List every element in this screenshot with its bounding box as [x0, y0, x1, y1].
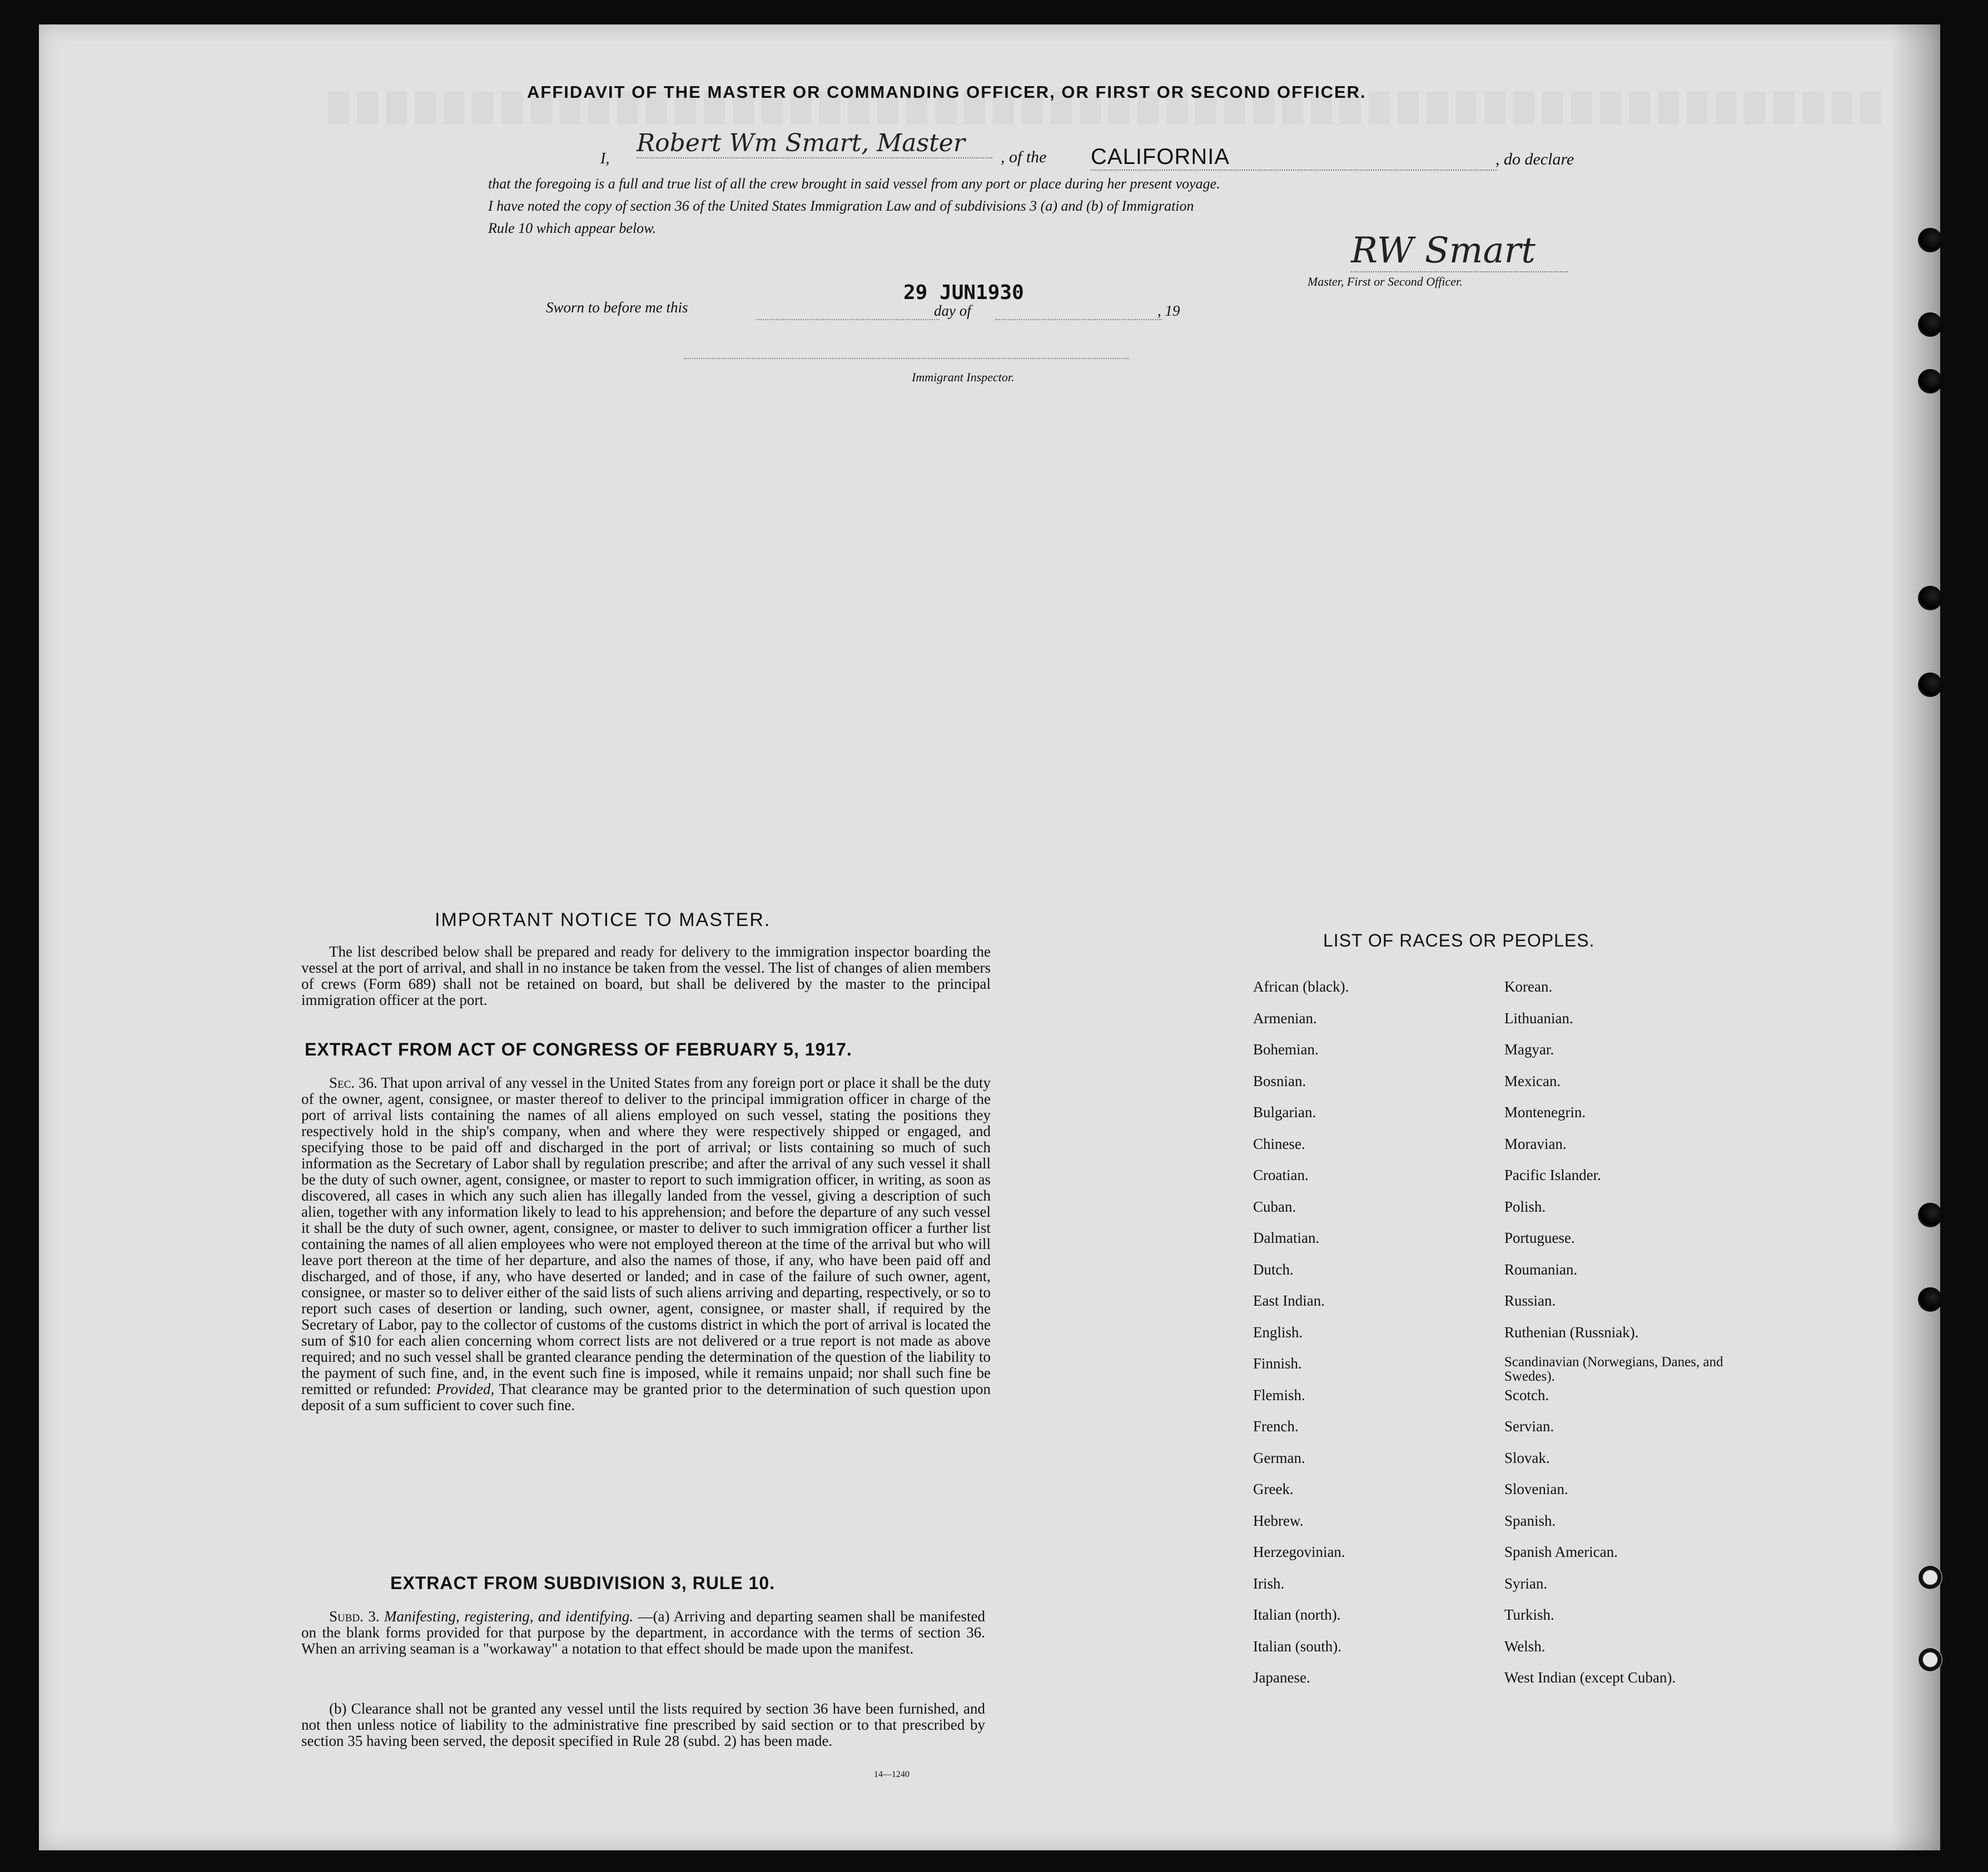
punch-hole	[1918, 1287, 1942, 1312]
subd-label: Subd. 3.	[329, 1608, 380, 1625]
race-item: Cuban.	[1253, 1198, 1296, 1215]
race-item: Russian.	[1504, 1292, 1556, 1309]
affidavit-do-declare: , do declare	[1495, 150, 1574, 168]
race-item: Chinese.	[1253, 1135, 1305, 1152]
race-item: Hebrew.	[1253, 1512, 1304, 1529]
race-item: Italian (south).	[1253, 1637, 1341, 1655]
month-line	[995, 319, 1162, 320]
subd-b-text: (b) Clearance shall not be granted any vessel until the lists required by section 36 have been furnished, and not then unless notice of liability to the administrative fine prescribed by said section or to that prescribed by section 35 having been served, the deposit specified in Rule 28 (subd. 2) has been made.	[301, 1700, 985, 1749]
day-of-label: day of	[934, 302, 971, 319]
year-label: , 19	[1157, 302, 1180, 319]
race-item: Spanish.	[1504, 1512, 1556, 1529]
race-item: Welsh.	[1504, 1637, 1545, 1655]
punch-hole	[1918, 673, 1942, 697]
race-item: Dutch.	[1253, 1261, 1294, 1278]
sec36-label: Sec. 36.	[329, 1074, 377, 1091]
form-number: 14—1240	[874, 1770, 909, 1779]
race-item: English.	[1253, 1323, 1303, 1341]
extract-rule-title: EXTRACT FROM SUBDIVISION 3, RULE 10.	[390, 1573, 776, 1593]
race-item: Magyar.	[1504, 1041, 1554, 1058]
races-left-column	[1253, 978, 1487, 1701]
race-item: Dalmatian.	[1253, 1229, 1320, 1246]
affidavit-of-the: , of the	[1001, 148, 1047, 166]
race-item: East Indian.	[1253, 1292, 1325, 1309]
race-item: Servian.	[1504, 1418, 1554, 1435]
subd-a-text	[301, 1609, 985, 1657]
race-item: Lithuanian.	[1504, 1009, 1573, 1027]
affidavit-line-3: Rule 10 which appear below.	[488, 220, 657, 236]
race-item: Polish.	[1504, 1198, 1546, 1215]
race-item: Japanese.	[1253, 1669, 1310, 1686]
race-item: Spanish American.	[1504, 1544, 1618, 1560]
punch-hole	[1918, 228, 1942, 252]
affidavit-i-label: I,	[600, 150, 610, 167]
punch-hole-ring	[1918, 1647, 1942, 1672]
punch-hole	[1918, 586, 1942, 610]
master-signature: RW Smart	[1351, 230, 1568, 272]
punch-hole-ring	[1918, 1565, 1942, 1590]
race-item: Ruthenian (Russniak).	[1504, 1323, 1639, 1341]
race-item: West Indian (except Cuban).	[1504, 1669, 1676, 1686]
race-item: Scandinavian (Norwegians, Danes, and Swedes).	[1504, 1355, 1723, 1384]
sec36-text	[301, 1075, 991, 1413]
race-item: French.	[1253, 1418, 1299, 1435]
race-item: Scotch.	[1504, 1386, 1549, 1403]
notice-body: The list described below shall be prepared and ready for delivery to the immigration inspector boarding the vessel at the port of arrival, and shall in no instance be taken from the vessel. The list of changes of alien members of crews (Form 689) shall not be retained on board, but shall be delivered by the master to the principal immigration officer at the port.	[301, 943, 991, 1008]
race-item: Portuguese.	[1504, 1229, 1575, 1246]
date-stamp: 29 JUN1930	[903, 281, 1024, 304]
sworn-label: Sworn to before me this	[546, 299, 688, 316]
race-item: Armenian.	[1253, 1009, 1317, 1027]
race-item: Slovenian.	[1504, 1481, 1568, 1497]
race-item: Korean.	[1504, 978, 1553, 995]
inspector-caption: Immigrant Inspector.	[912, 370, 1015, 384]
affidavit-line-1: that the foregoing is a full and true list of all the crew brought in said vessel from any port or place during her present voyage.	[488, 176, 1220, 192]
subd-a-body: —(a) Arriving and departing seamen shall be manifested on the blank forms provided for that purpose by the department, in accordance with the terms of section 36. When an arriving seaman is a "workaway" a notation to that effect should be made upon the manifest.	[301, 1608, 986, 1657]
race-item: African (black).	[1253, 978, 1349, 995]
signature-caption: Master, First or Second Officer.	[1308, 275, 1463, 288]
sworn-day-line	[756, 319, 940, 320]
punch-hole	[1918, 312, 1942, 337]
race-item: Greek.	[1253, 1481, 1294, 1497]
race-item: Bohemian.	[1253, 1041, 1319, 1058]
race-item: Moravian.	[1504, 1135, 1567, 1152]
document-page	[39, 24, 1940, 1850]
races-title: LIST OF RACES OR PEOPLES.	[1323, 930, 1595, 950]
declarant-handwritten: Robert Wm Smart, Master	[637, 129, 992, 158]
extract-act-title: EXTRACT FROM ACT OF CONGRESS OF FEBRUARY 5, 1917.	[305, 1039, 852, 1059]
punch-hole	[1918, 1203, 1942, 1227]
affidavit-title: AFFIDAVIT OF THE MASTER OR COMMANDING OFFICER, OR FIRST OR SECOND OFFICER.	[527, 82, 1366, 102]
race-item: Finnish.	[1253, 1355, 1302, 1372]
vessel-name: CALIFORNIA	[1091, 145, 1497, 171]
sec36-tail: That clearance may be granted prior to the determination of such question upon deposit of a sum sufficient to cover such fine.	[301, 1381, 991, 1413]
race-item: Roumanian.	[1504, 1261, 1578, 1278]
inspector-signature-line	[684, 358, 1129, 359]
race-item: Montenegrin.	[1504, 1104, 1586, 1121]
race-item: Slovak.	[1504, 1449, 1550, 1466]
races-right-column	[1504, 978, 1749, 1701]
punch-hole	[1918, 369, 1942, 394]
race-item: Syrian.	[1504, 1575, 1548, 1592]
race-item: Flemish.	[1253, 1386, 1305, 1403]
sec36-provided: Provided,	[436, 1381, 495, 1397]
race-item: German.	[1253, 1449, 1305, 1466]
race-item: Turkish.	[1504, 1606, 1554, 1623]
race-item: Bulgarian.	[1253, 1104, 1316, 1121]
race-item: Croatian.	[1253, 1167, 1309, 1183]
sec36-body: That upon arrival of any vessel in the United States from any foreign port or place it shall be the duty of the owner, agent, consignee, or master thereof to deliver to the principal immigration officer in charge of the port of arrival lists containing the names of all aliens employed on such vessel, stating the positions they respectively hold in the ship's company, when and where they were respectively shipped or engaged, and specifying those to be paid off and discharged in the port of arrival; or lists containing so much of such information as the Secretary of Labor shall by regulation prescribe; and after the arrival of any such vessel it shall be the duty of such owner, agent, consignee, or master to report to such immigration officer, in writing, as soon as discovered, all cases in which any such alien has illegally landed from the vessel, giving a description of such alien, together with any information likely to lead to his apprehension; and before the departure of any such vessel it shall be the duty of such owner, agent, consignee, or master to deliver to such immigration officer a further list containing the names of all alien employees who were not employed thereon at the time of the arrival but who will leave port thereon at the time of her departure, and also the names of those, if any, who have been paid off and discharged, and of those, if any, who have deserted or landed; and in case of the failure of such owner, agent, consignee, or master so to deliver either of the said lists of such aliens arriving and departing, respectively, or so to report such cases of desertion or landing, such owner, agent, consignee, or master shall, if required by the Secretary of Labor, pay to the collector of customs of the customs district in which the port of arrival is located the sum of $10 for each alien concerning whom correct lists are not delivered or a true report is not made as above required; and no such vessel shall be granted clearance pending the determination of the question of the liability to the payment of such fine, and, in the event such fine is imposed, while it remains unpaid; nor shall such fine be remitted or refunded:	[301, 1074, 991, 1397]
race-item: Italian (north).	[1253, 1606, 1341, 1623]
subd-heading: Manifesting, registering, and identifying.	[384, 1608, 634, 1625]
race-item: Bosnian.	[1253, 1072, 1306, 1089]
race-item: Pacific Islander.	[1504, 1167, 1601, 1183]
race-item: Herzegovinian.	[1253, 1544, 1345, 1560]
affidavit-line-2: I have noted the copy of section 36 of the United States Immigration Law and of subdivisions 3 (a) and (b) of Immigration	[488, 198, 1194, 214]
notice-title: IMPORTANT NOTICE TO MASTER.	[435, 909, 771, 930]
race-item: Irish.	[1253, 1575, 1285, 1592]
race-item: Mexican.	[1504, 1072, 1561, 1089]
